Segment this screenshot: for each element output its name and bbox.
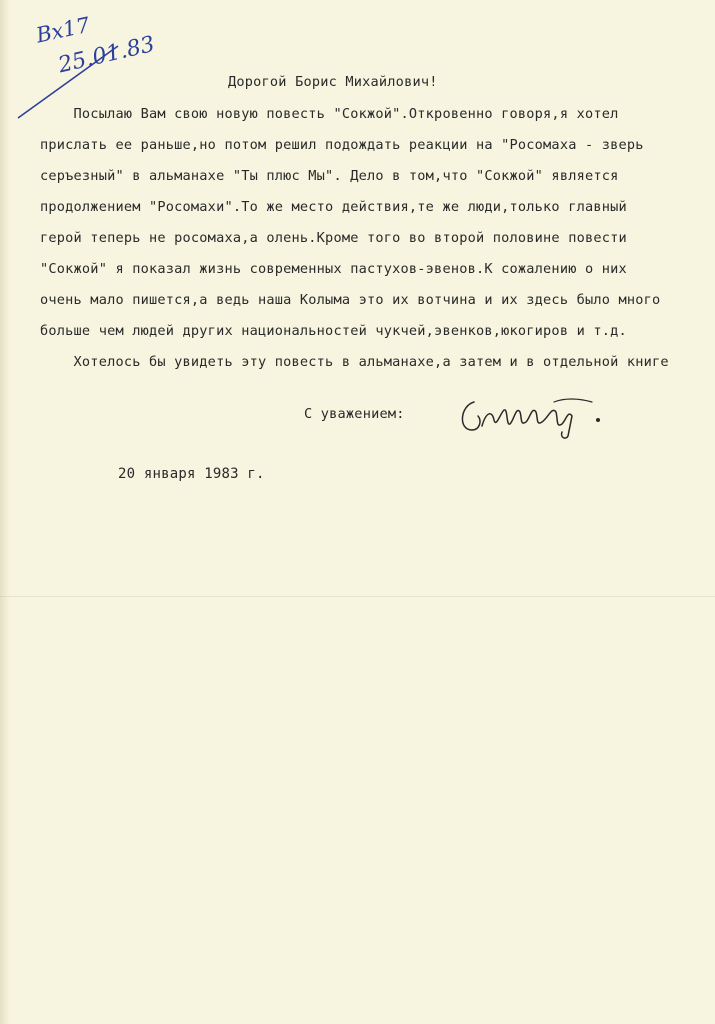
letter-line: серъезный" в альманахе "Ты плюс Мы". Дело в том,что "Сокжой" является xyxy=(40,168,619,184)
letter-line: больше чем людей других национальностей чукчей,эвенков,юкогиров и т.д. xyxy=(40,323,627,339)
letter-closing: С уважением: xyxy=(304,406,405,422)
incoming-number-annotation: Вх17 xyxy=(34,12,92,48)
signature-dot xyxy=(596,418,600,422)
paper-edge-shadow xyxy=(0,0,10,1024)
paper-fold-line xyxy=(0,596,715,597)
signature-image xyxy=(456,390,606,440)
letter-line: очень мало пишется,а ведь наша Колыма это их вотчина и их здесь было много xyxy=(40,292,661,308)
letter-date: 20 января 1983 г. xyxy=(118,466,265,482)
letter-line: продолжением "Росомахи".То же место действия,те же люди,только главный xyxy=(40,199,627,215)
letter-line: прислать ее раньше,но потом решил подождать реакции на "Росомаха - зверь xyxy=(40,137,644,153)
letter-line: Хотелось бы увидеть эту повесть в альманахе,а затем и в отдельной книге xyxy=(40,354,669,370)
letter-line: герой теперь не росомаха,а олень.Кроме того во второй половине повести xyxy=(40,230,627,246)
letter-line: "Сокжой" я показал жизнь современных пастухов-эвенов.К сожалению о них xyxy=(40,261,627,277)
letter-line: Посылаю Вам свою новую повесть "Сокжой".Откровенно говоря,я хотел xyxy=(40,106,619,122)
incoming-date-annotation: 25.01.83 xyxy=(56,31,158,79)
letter-salutation: Дорогой Борис Михайлович! xyxy=(228,74,438,90)
